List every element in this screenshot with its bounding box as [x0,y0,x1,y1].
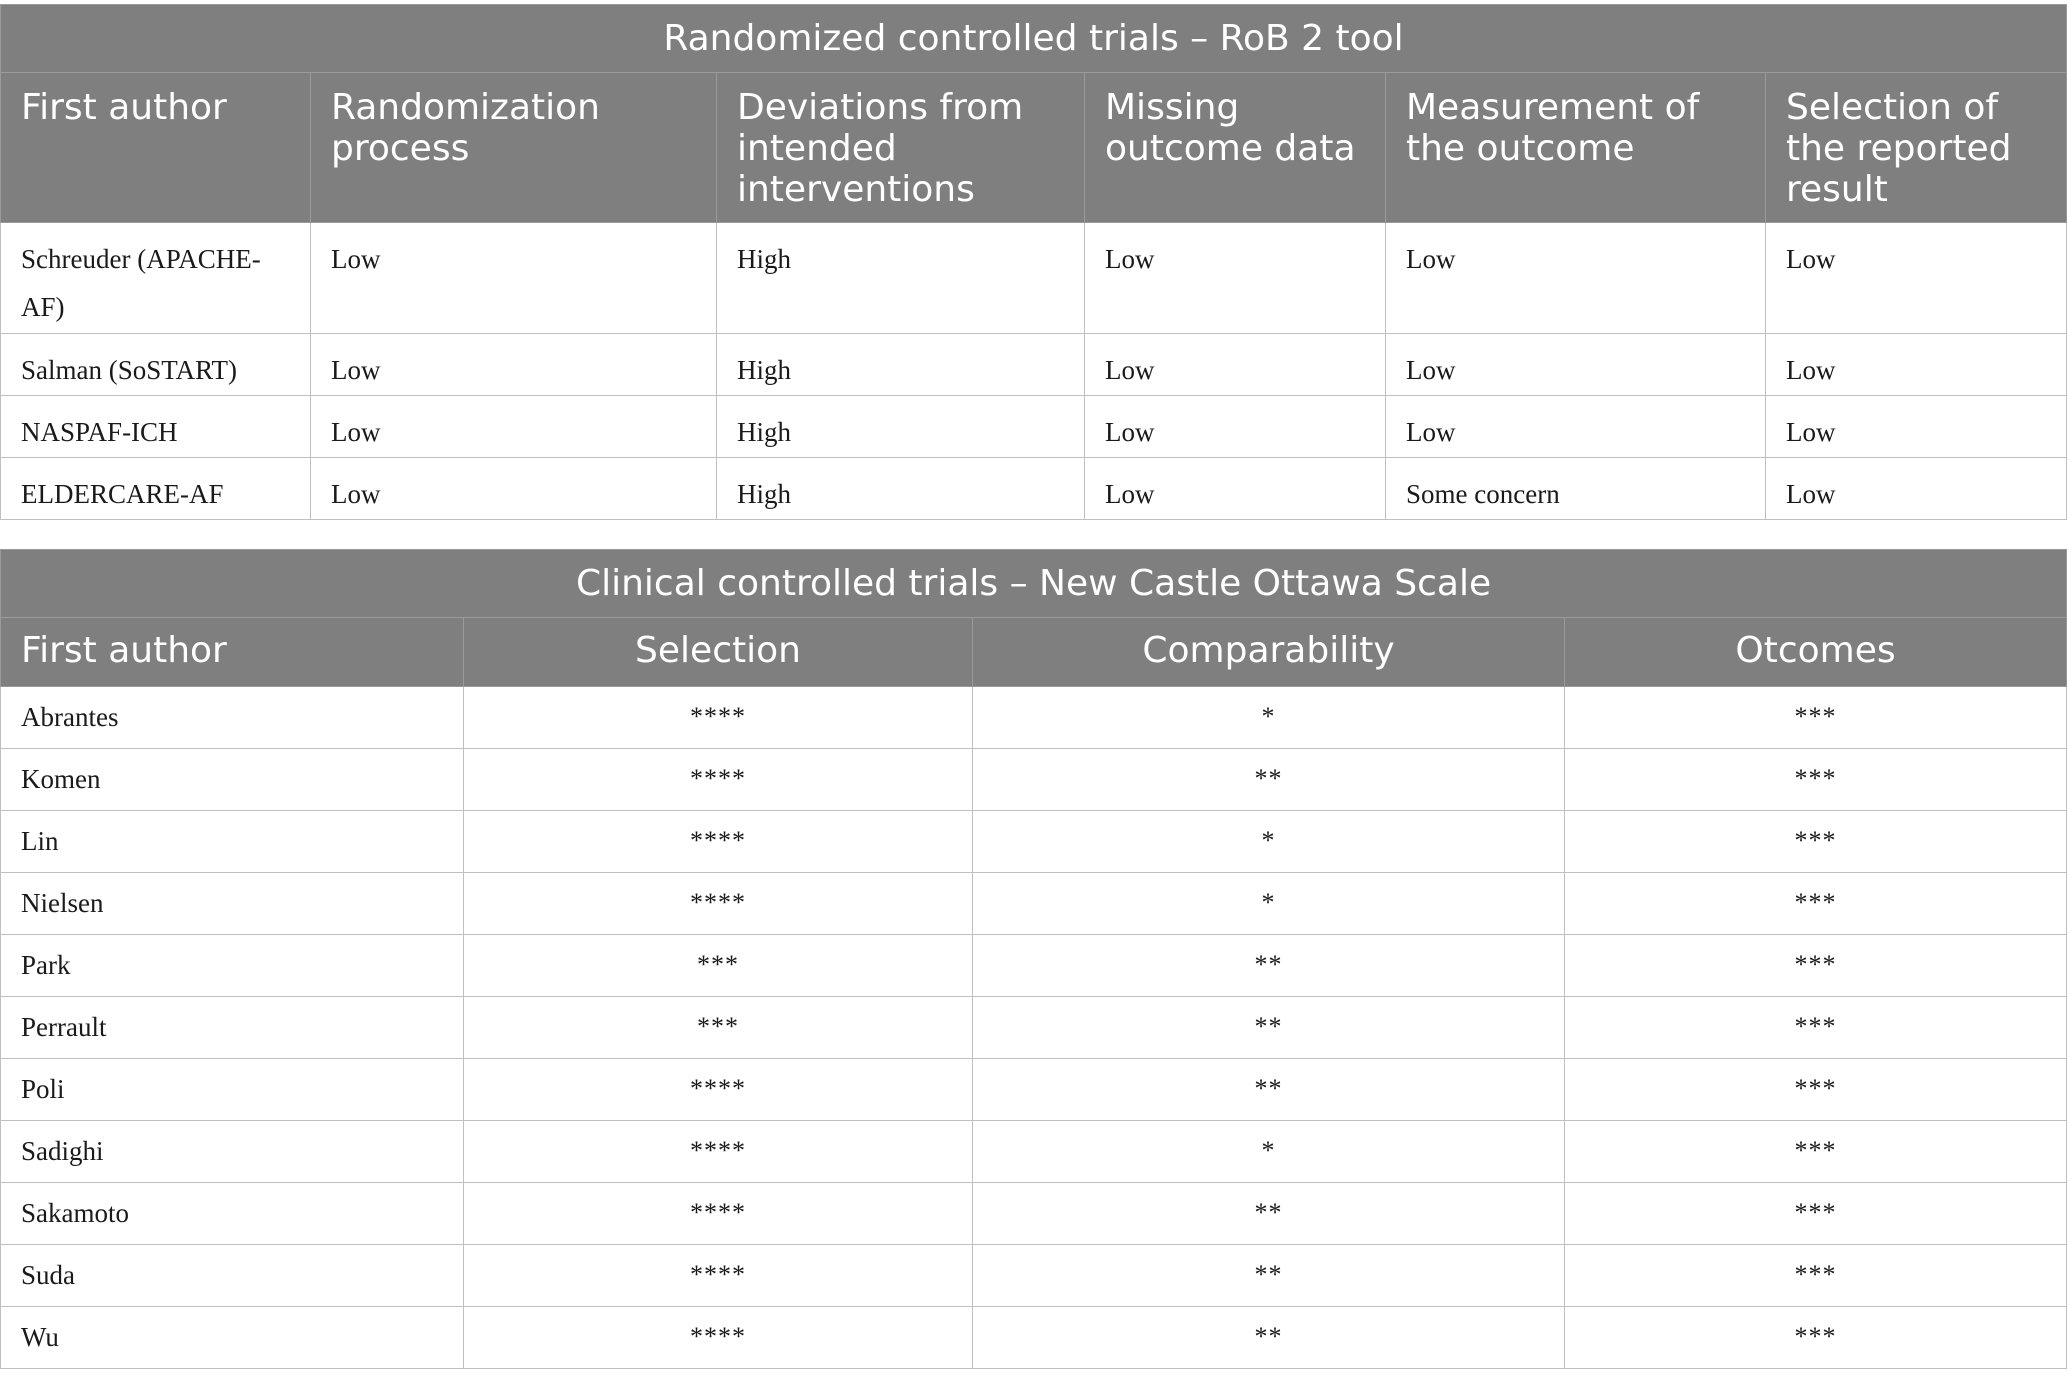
rating-cell: Low [1085,334,1386,396]
selection-stars: *** [464,935,973,997]
author-cell: Lin [1,811,464,873]
outcome-stars: *** [1565,1307,2067,1369]
column-header-first-author: First author [1,618,464,687]
comparability-stars: ** [973,749,1565,811]
table-row [1,997,2067,1059]
rating-cell: Low [311,396,717,458]
comparability-stars: ** [973,1059,1565,1121]
comparability-stars: ** [973,997,1565,1059]
rob2-table [0,4,2067,520]
column-header-selection: Selection [464,618,973,687]
table-row [1,873,2067,935]
rating-cell: Low [311,223,717,334]
selection-stars: **** [464,1059,973,1121]
rating-cell: High [717,396,1085,458]
outcome-stars: *** [1565,873,2067,935]
outcome-stars: *** [1565,811,2067,873]
outcome-stars: *** [1565,1121,2067,1183]
comparability-stars: ** [973,1183,1565,1245]
rating-cell: Low [1085,458,1386,520]
rating-cell: High [717,223,1085,334]
comparability-stars: * [973,873,1565,935]
rating-cell: Low [1766,334,2067,396]
author-cell: Suda [1,1245,464,1307]
author-cell: NASPAF-ICH [1,396,311,458]
author-cell: Abrantes [1,687,464,749]
rating-cell: Low [1085,223,1386,334]
column-header-first-author: First author [1,73,311,223]
column-header-comparability: Comparability [973,618,1565,687]
table-row [1,687,2067,749]
outcome-stars: *** [1565,935,2067,997]
author-cell: Nielsen [1,873,464,935]
table-row [1,749,2067,811]
author-cell: Salman (SoSTART) [1,334,311,396]
column-header-outcomes: Otcomes [1565,618,2067,687]
selection-stars: *** [464,997,973,1059]
table-row [1,1245,2067,1307]
author-cell: Sakamoto [1,1183,464,1245]
table-row [1,334,2067,396]
rating-cell: Low [311,458,717,520]
selection-stars: **** [464,1307,973,1369]
author-cell: Schreuder (APACHE-AF) [1,223,311,334]
rating-cell: Low [1386,223,1766,334]
table-row [1,1307,2067,1369]
author-cell: Wu [1,1307,464,1369]
comparability-stars: ** [973,1307,1565,1369]
table-row [1,1183,2067,1245]
column-header-randomization: Randomization process [311,73,717,223]
rating-cell: Some concern [1386,458,1766,520]
author-cell: Sadighi [1,1121,464,1183]
author-cell: Poli [1,1059,464,1121]
rating-cell: High [717,334,1085,396]
selection-stars: **** [464,1121,973,1183]
column-header-deviations: Deviations from intended interventions [717,73,1085,223]
selection-stars: **** [464,1183,973,1245]
selection-stars: **** [464,811,973,873]
rob2-table-title: Randomized controlled trials – RoB 2 tool [1,5,2067,73]
column-header-missing-data: Missing outcome data [1085,73,1386,223]
rating-cell: Low [1386,396,1766,458]
table-row [1,223,2067,334]
rating-cell: High [717,458,1085,520]
outcome-stars: *** [1565,1245,2067,1307]
table-row [1,811,2067,873]
table-row [1,1059,2067,1121]
selection-stars: **** [464,749,973,811]
comparability-stars: * [973,1121,1565,1183]
column-header-measurement: Measurement of the outcome [1386,73,1766,223]
comparability-stars: ** [973,1245,1565,1307]
column-header-selection-reported: Selection of the reported result [1766,73,2067,223]
selection-stars: **** [464,1245,973,1307]
outcome-stars: *** [1565,749,2067,811]
outcome-stars: *** [1565,1183,2067,1245]
rating-cell: Low [1766,396,2067,458]
table-row [1,1121,2067,1183]
comparability-stars: * [973,687,1565,749]
selection-stars: **** [464,873,973,935]
author-cell: Perrault [1,997,464,1059]
author-cell: Park [1,935,464,997]
rating-cell: Low [1085,396,1386,458]
table-row [1,396,2067,458]
outcome-stars: *** [1565,687,2067,749]
comparability-stars: * [973,811,1565,873]
outcome-stars: *** [1565,997,2067,1059]
author-cell: Komen [1,749,464,811]
rating-cell: Low [1766,458,2067,520]
outcome-stars: *** [1565,1059,2067,1121]
nos-table-title: Clinical controlled trials – New Castle Ottawa Scale [1,550,2067,618]
nos-table [0,549,2067,1369]
table-row [1,458,2067,520]
selection-stars: **** [464,687,973,749]
rating-cell: Low [311,334,717,396]
author-cell: ELDERCARE-AF [1,458,311,520]
comparability-stars: ** [973,935,1565,997]
table-row [1,935,2067,997]
rating-cell: Low [1386,334,1766,396]
rating-cell: Low [1766,223,2067,334]
